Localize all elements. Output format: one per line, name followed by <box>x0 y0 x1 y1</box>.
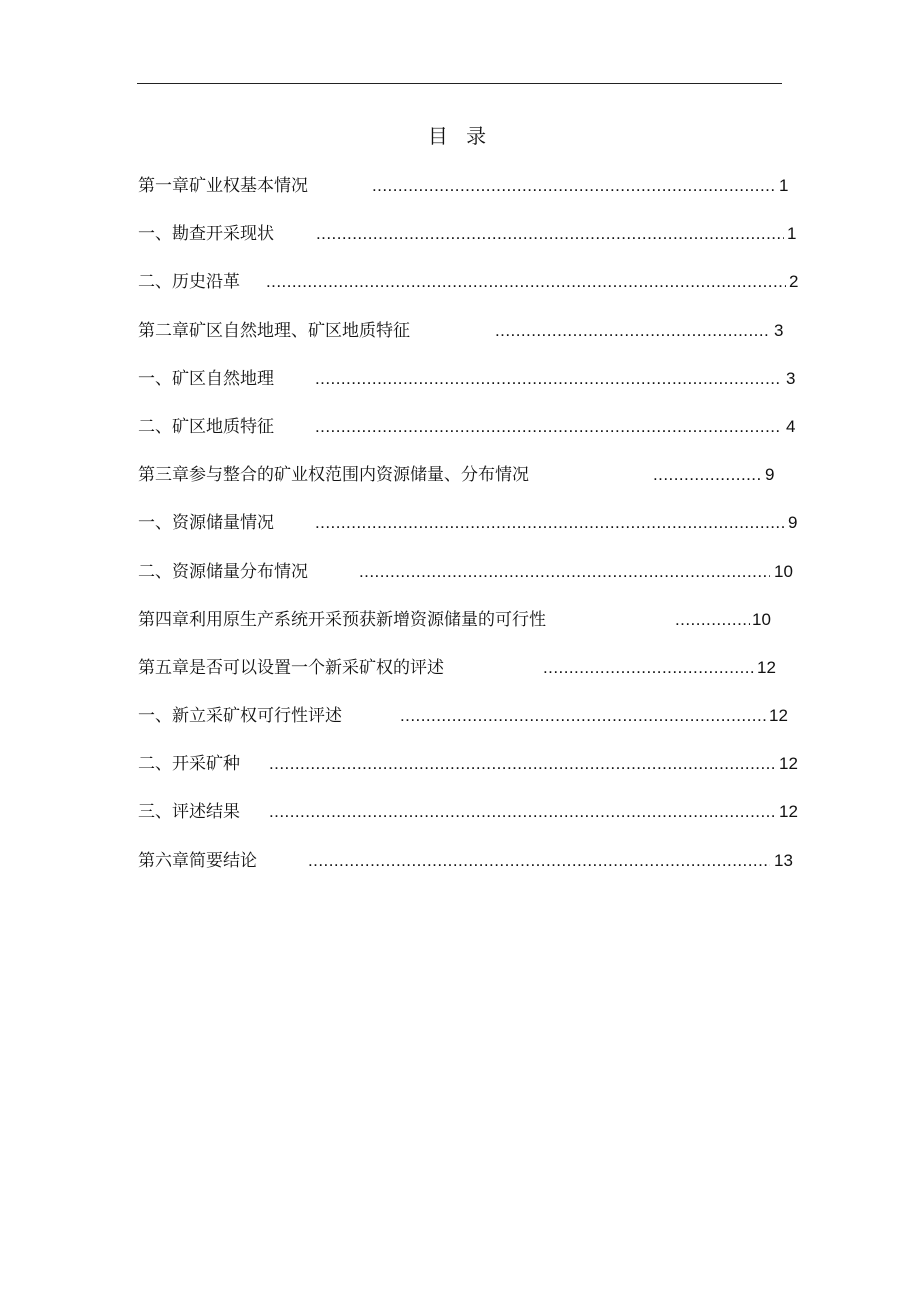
toc-entry-label: 二、资源储量分布情况 <box>138 561 308 582</box>
toc-entry-label: 二、矿区地质特征 <box>138 416 274 437</box>
toc-entry-page: 1 <box>779 176 789 195</box>
toc-entry-leader <box>269 749 775 779</box>
toc-entry-leader <box>315 412 782 442</box>
toc-entry-label: 二、开采矿种 <box>138 754 240 775</box>
toc-entry-label: 一、新立采矿权可行性评述 <box>138 706 342 727</box>
toc-entry-leader <box>359 557 770 587</box>
toc-entry-page: 9 <box>765 465 775 485</box>
toc-entry-leader <box>675 605 750 635</box>
toc-entry-page: 12 <box>757 657 776 677</box>
toc-entry[interactable] <box>138 557 808 605</box>
toc-entry-leader <box>495 316 770 346</box>
toc-entry-label: 一、勘查开采现状 <box>138 224 274 245</box>
toc-entry-leader <box>316 219 784 249</box>
toc-entry-leader <box>653 460 762 490</box>
toc-entry[interactable] <box>138 605 808 653</box>
toc-entry-leader <box>266 267 786 297</box>
toc-entry-leader <box>269 797 776 827</box>
toc-entry-label: 第一章矿业权基本情况 <box>138 176 308 196</box>
toc-entry-leader <box>315 508 784 538</box>
toc-title: 目 录 <box>427 124 493 148</box>
toc-entry[interactable] <box>138 749 808 797</box>
toc-entry[interactable] <box>138 460 808 508</box>
toc-entry-page: 2 <box>789 272 799 292</box>
toc-entry[interactable] <box>138 846 808 894</box>
toc-entry[interactable] <box>138 219 808 267</box>
toc-entry-page: 3 <box>786 368 796 388</box>
toc-entry-page: 12 <box>779 802 798 822</box>
toc-entry[interactable] <box>138 508 808 556</box>
toc-entry-page: 9 <box>788 513 798 533</box>
toc-entry[interactable] <box>138 364 808 412</box>
toc-entry-page: 4 <box>786 416 796 436</box>
toc-entry-leader <box>400 701 766 731</box>
toc-entry[interactable] <box>138 653 808 701</box>
toc-entry-label: 一、矿区自然地理 <box>138 368 274 389</box>
toc-entry-label: 第三章参与整合的矿业权范围内资源储量、分布情况 <box>138 465 529 486</box>
toc-entry[interactable] <box>138 171 808 219</box>
toc-entry-page: 13 <box>774 850 793 870</box>
toc-entry[interactable] <box>138 267 808 315</box>
toc-entry[interactable] <box>138 797 808 845</box>
header-rule <box>137 83 782 84</box>
toc-entry-label: 一、资源储量情况 <box>138 513 274 534</box>
toc-entry-label: 三、评述结果 <box>138 802 240 823</box>
toc-entry-leader <box>543 653 754 683</box>
toc-entry-label: 第五章是否可以设置一个新采矿权的评述 <box>138 657 444 678</box>
toc-entry-page: 12 <box>769 706 788 726</box>
toc-entry-leader <box>315 364 782 394</box>
toc-entry-page: 10 <box>774 561 793 581</box>
toc-entry[interactable] <box>138 316 808 364</box>
toc-entry-page: 12 <box>779 754 798 774</box>
toc-entry-leader <box>372 171 776 201</box>
toc-entry-page: 1 <box>787 224 797 244</box>
toc-entry-label: 第四章利用原生产系统开采预获新增资源储量的可行性 <box>138 609 546 630</box>
toc-entry[interactable] <box>138 412 808 460</box>
toc-list <box>138 171 808 894</box>
toc-entry-page: 3 <box>774 320 784 340</box>
toc-entry-label: 第六章简要结论 <box>138 850 257 871</box>
toc-entry-leader <box>308 846 770 876</box>
toc-entry-page: 10 <box>752 609 771 629</box>
toc-entry-label: 第二章矿区自然地理、矿区地质特征 <box>138 320 410 341</box>
toc-entry[interactable] <box>138 701 808 749</box>
toc-entry-label: 二、历史沿革 <box>138 272 240 293</box>
